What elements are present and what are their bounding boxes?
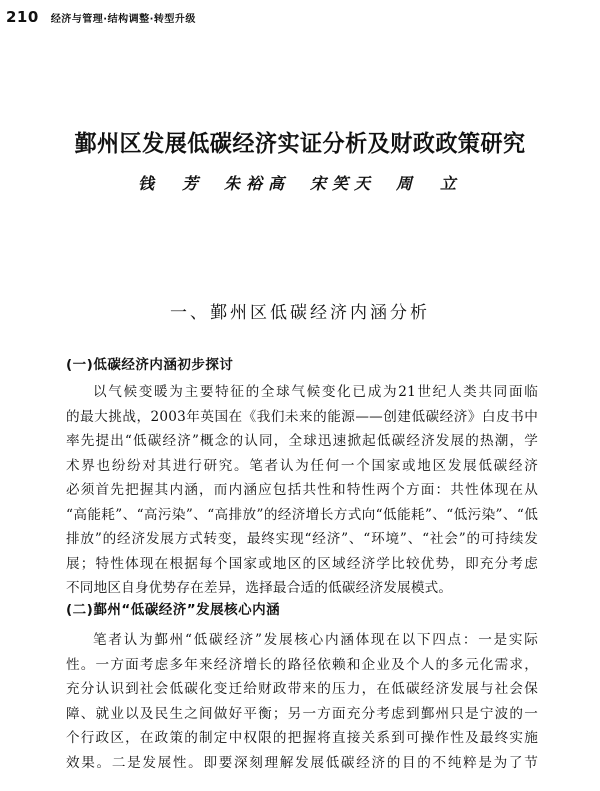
- text-line: 率先提出“低碳经济”概念的认同，全球迅速掀起低碳经济发展的热潮，学: [66, 433, 538, 449]
- text-line: 效果。二是发展性。即要深刻理解发展低碳经济的目的不纯粹是为了节: [66, 754, 538, 771]
- article-title: 鄞州区发展低碳经济实证分析及财政政策研究: [74, 130, 526, 157]
- text-line: 笔者认为鄞州“低碳经济”发展核心内涵体现在以下四点：一是实际: [93, 632, 538, 648]
- text-line: 不同地区自身优势存在差异，选择最合适的低碳经济发展模式。: [66, 580, 453, 596]
- text-line: 术界也纷纷对其进行研究。笔者认为任何一个国家或地区发展低碳经济: [66, 457, 538, 474]
- running-head: 经济与管理·结构调整·转型升级: [50, 14, 196, 25]
- subsection-heading: (二)鄞州“低碳经济”发展核心内涵: [66, 602, 281, 618]
- text-line: 充分认识到社会低碳化变迁给财政带来的压力，在低碳经济发展与社会保: [66, 681, 538, 697]
- author-name: 朱裕高: [223, 174, 290, 193]
- author-name: 周 立: [396, 174, 463, 193]
- subsection-heading: (一)低碳经济内涵初步探讨: [66, 357, 234, 373]
- text-line: 以气候变暖为主要特征的全球气候变化已成为21世纪人类共同面临: [93, 384, 538, 400]
- text-line: 展；特性体现在根据每个国家或地区的区域经济学比较优势，即充分考虑: [66, 555, 538, 572]
- text-line: 障、就业以及民生之间做好平衡；另一方面充分考虑到鄞州只是宁波的一: [66, 705, 538, 722]
- page-header: [6, 8, 196, 26]
- text-line: 的最大挑战，2003年英国在《我们未来的能源——创建低碳经济》白皮书中: [66, 408, 538, 425]
- text-line: 个行政区，在政策的制定中权限的把握将直接关系到可操作性及最终实施: [66, 730, 538, 746]
- author-name: 钱 芳: [137, 174, 204, 193]
- text-line: 排放”的经济发展方式转变，最终实现“经济”、“环境”、“社会”的可持续发: [66, 531, 538, 547]
- section-heading: 一、鄞州区低碳经济内涵分析: [170, 303, 430, 323]
- body-paragraph: [66, 380, 538, 601]
- text-line: 必须首先把握其内涵，而内涵应包括共性和特性两个方面：共性体现在从: [66, 482, 538, 498]
- author-name: 宋笑天: [310, 174, 377, 193]
- text-line: “高能耗”、“高污染”、“高排放”的经济增长方式向“低能耗”、“低污染”、“低: [66, 506, 538, 523]
- body-paragraph: [66, 628, 538, 775]
- author-list: [0, 171, 600, 194]
- text-line: 性。一方面考虑多年来经济增长的路径依赖和企业及个人的多元化需求，: [66, 656, 538, 673]
- page-number: 210: [6, 8, 39, 26]
